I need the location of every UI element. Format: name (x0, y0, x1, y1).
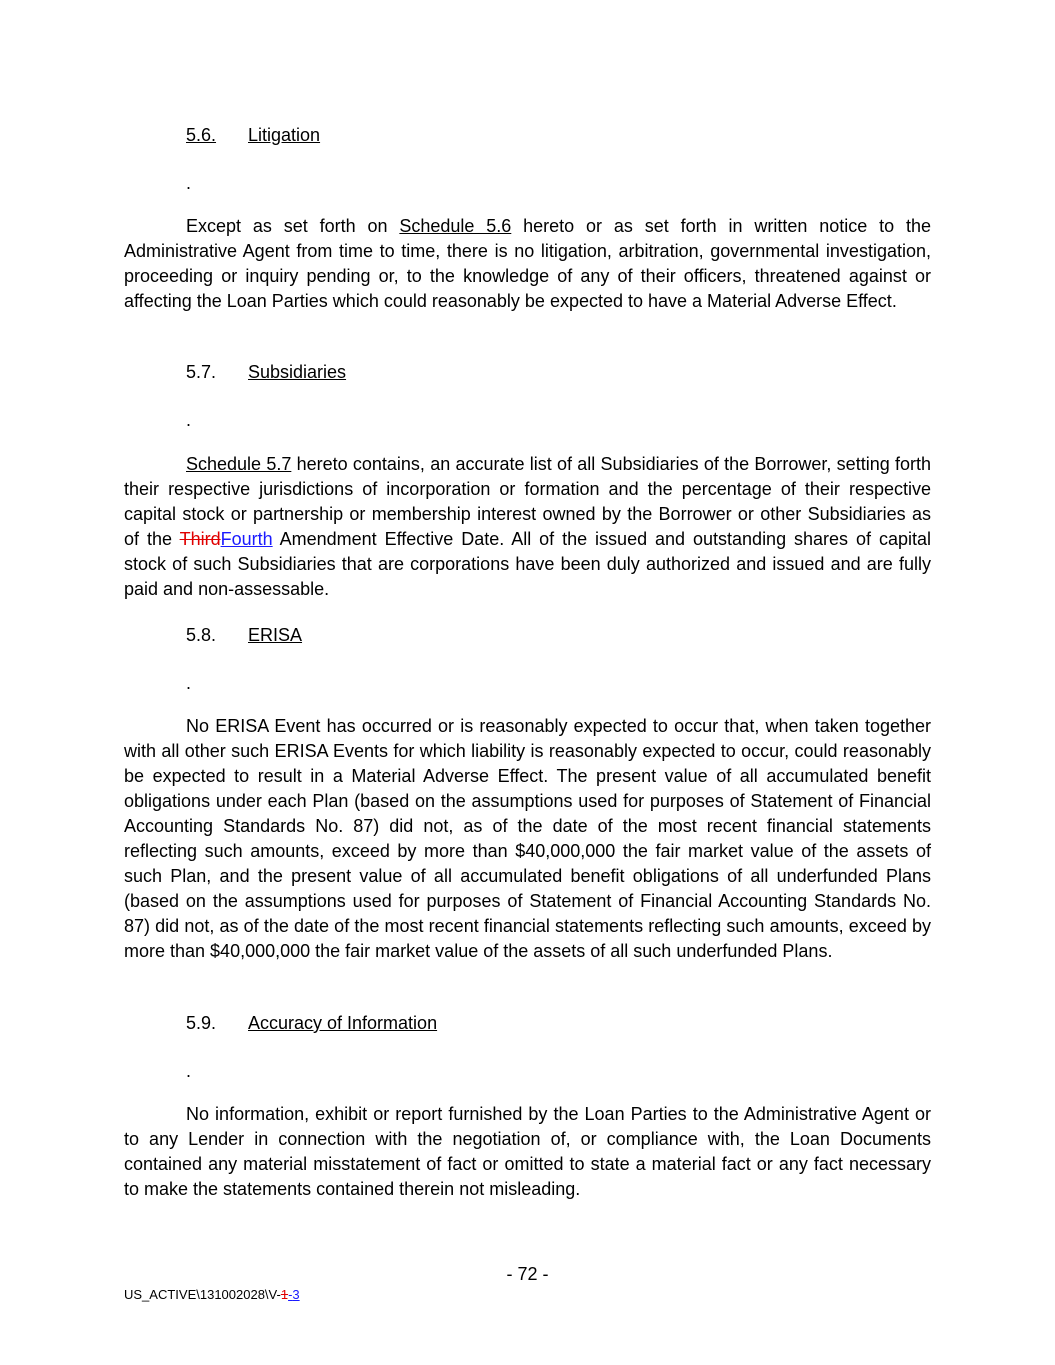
section-heading-erisa (186, 623, 302, 648)
section-number: 5.6. (186, 125, 217, 145)
inserted-text: Fourth (220, 529, 273, 549)
section-body-accuracy-of-information: No information, exhibit or report furnished by the Loan Parties to the Administrative Agent or to any Lender in connection with the negotiation of, or compliance with, the Loan Documents contained any material misstatement of fact or omitted to state a material fact or any fact necessary to make the statements contained therein not misleading. (124, 1104, 931, 1199)
section-title: Litigation (248, 125, 321, 145)
document-id (124, 1286, 300, 1304)
section-body-subsidiaries (124, 452, 931, 602)
document-id-inserted-version: 3 (292, 1287, 300, 1302)
document-id-separator: - (288, 1287, 293, 1302)
section-dot: . (186, 1061, 192, 1081)
body-text: hereto or as set forth in written notice to the Administrative Agent from time to time, there is no litigation, arbitration, governmental investigation, proceeding or inquiry pending or, to the knowledge of any of their officers, threatened against or affecting the Loan Parties which could reasonably be expected to have a Material Adverse Effect. (124, 216, 931, 311)
section-dot: . (186, 673, 192, 693)
section-dot: . (186, 410, 192, 430)
document-id-prefix: US_ACTIVE\131002028\V- (124, 1287, 281, 1302)
section-number: 5.8. (186, 625, 217, 645)
page-number: - 72 - (506, 1264, 549, 1284)
deleted-text: Third (179, 529, 221, 549)
body-text: hereto contains, an accurate list of all Subsidiaries of the Borrower, setting forth their respective jurisdictions of incorporation or formation and the percentage of their respective capital stock or partnership or membership interest owned by the Borrower or other Subsidiaries as of the (124, 454, 931, 549)
section-number: 5.7. (186, 362, 217, 382)
body-text: Except as set forth on (186, 216, 400, 236)
section-number: 5.9. (186, 1013, 217, 1033)
document-id-deleted-version: 1 (280, 1287, 289, 1302)
section-title: ERISA (248, 625, 303, 645)
body-text: Amendment Effective Date. All of the issued and outstanding shares of capital stock of such Subsidiaries that are corporations have been duly authorized and issued and are fully paid and non-assessable. (124, 529, 931, 599)
section-body-litigation (124, 214, 931, 314)
section-title: Subsidiaries (248, 362, 347, 382)
schedule-reference: Schedule 5.7 (186, 454, 292, 474)
section-dot: . (186, 173, 192, 193)
section-title: Accuracy of Information (248, 1013, 438, 1033)
section-heading-subsidiaries (186, 360, 346, 385)
section-body-erisa: No ERISA Event has occurred or is reasonably expected to occur that, when taken together with all other such ERISA Events for which liability is reasonably expected to occur, could reasonably be expected to result in a Material Adverse Effect. The present value of all accumulated benefit obligations under each Plan (based on the assumptions used for purposes of Statement of Financial Accounting Standards No. 87) did not, as of the date of the most recent financial statements reflecting such amounts, exceed by more than $40,000,000 the fair market value of the assets of such Plan, and the present value of all accumulated benefit obligations of all underfunded Plans (based on the assumptions used for purposes of Statement of Financial Accounting Standards No. 87) did not, as of the date of the most recent financial statements reflecting such amounts, exceed by more than $40,000,000 the fair market value of the assets of all such underfunded Plans. (124, 716, 931, 961)
section-heading-accuracy-of-information (186, 1011, 437, 1036)
schedule-reference: Schedule 5.6 (399, 216, 512, 236)
section-heading-litigation (186, 123, 320, 148)
